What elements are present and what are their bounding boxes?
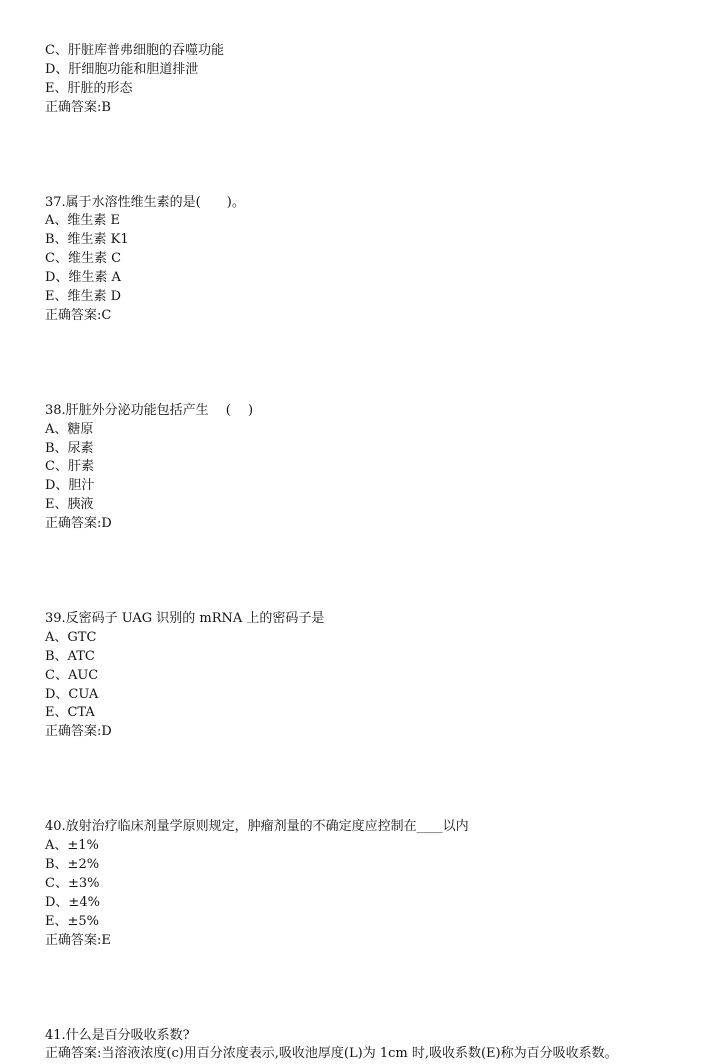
spacer: [45, 742, 710, 818]
question-36-tail: [45, 42, 710, 118]
question-38: [45, 402, 710, 534]
question-text: 38.肝脏外分泌功能包括产生 ( ): [45, 402, 710, 421]
correct-answer: 正确答案:当溶液浓度(c)用百分浓度表示,吸收池厚度(L)为 1cm 时,吸收系数(E)称为百分吸收系数。: [45, 1045, 710, 1064]
question-text: 41.什么是百分吸收系数?: [45, 1027, 710, 1046]
exam-page: [45, 42, 710, 1064]
option-b: B、维生素 K1: [45, 231, 710, 250]
spacer: [45, 326, 710, 402]
option-e: E、维生素 D: [45, 288, 710, 307]
option-c: C、肝脏库普弗细胞的吞噬功能: [45, 42, 710, 61]
correct-answer: 正确答案:D: [45, 723, 710, 742]
question-text: 40.放射治疗临床剂量学原则规定，肿瘤剂量的不确定度应控制在____以内: [45, 818, 710, 837]
correct-answer: 正确答案:E: [45, 932, 710, 951]
option-a: A、维生素 E: [45, 212, 710, 231]
option-b: B、ATC: [45, 648, 710, 667]
option-d: D、CUA: [45, 686, 710, 705]
question-41: [45, 1027, 710, 1064]
correct-answer: 正确答案:C: [45, 307, 710, 326]
option-c: C、±3%: [45, 875, 710, 894]
spacer: [45, 118, 710, 194]
option-a: A、糖原: [45, 421, 710, 440]
question-text: 39.反密码子 UAG 识别的 mRNA 上的密码子是: [45, 610, 710, 629]
correct-answer: 正确答案:B: [45, 99, 710, 118]
option-a: A、±1%: [45, 837, 710, 856]
spacer: [45, 951, 710, 1027]
option-e: E、±5%: [45, 913, 710, 932]
option-c: C、肝素: [45, 458, 710, 477]
option-e: E、胰液: [45, 496, 710, 515]
option-d: D、肝细胞功能和胆道排泄: [45, 61, 710, 80]
correct-answer: 正确答案:D: [45, 515, 710, 534]
question-text: 37.属于水溶性维生素的是( )。: [45, 194, 710, 213]
option-e: E、CTA: [45, 704, 710, 723]
option-b: B、尿素: [45, 440, 710, 459]
option-b: B、±2%: [45, 856, 710, 875]
option-a: A、GTC: [45, 629, 710, 648]
option-c: C、AUC: [45, 667, 710, 686]
option-d: D、维生素 A: [45, 269, 710, 288]
option-e: E、肝脏的形态: [45, 80, 710, 99]
option-c: C、维生素 C: [45, 250, 710, 269]
question-40: [45, 818, 710, 950]
question-39: [45, 610, 710, 742]
option-d: D、胆汁: [45, 477, 710, 496]
spacer: [45, 534, 710, 610]
question-37: [45, 194, 710, 326]
option-d: D、±4%: [45, 894, 710, 913]
